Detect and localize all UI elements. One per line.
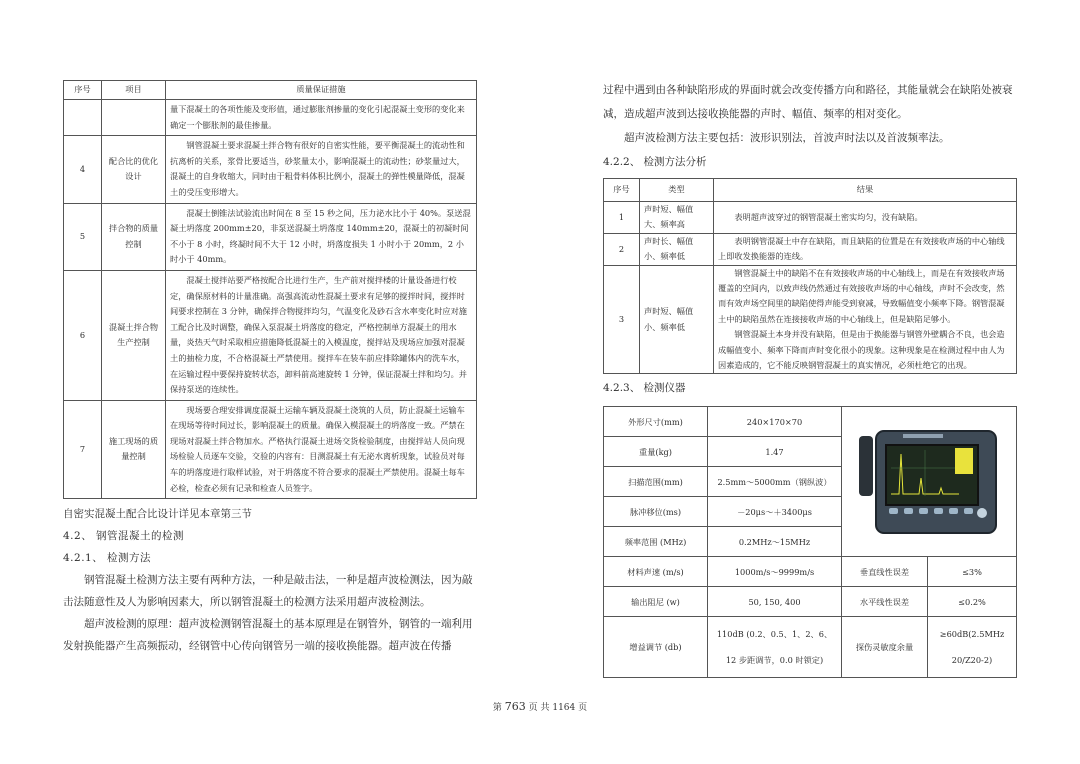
row-no: 6 [64, 270, 102, 400]
row-no: 1 [604, 202, 640, 234]
waveform-trace [889, 448, 961, 498]
row-no: 2 [604, 233, 640, 265]
row-measure: 混凝土倒锥法试验流出时间在 8 至 15 秒之间，压力泌水比小于 40%。泵送混凝土坍落度 200mm±20，非泵送混凝土坍落度 140mm±20，混凝土的初凝时间不小于 8 小时，终凝时间不大于 12 小时，坍落度损失 1 小时小于 20mm，2 小时小于 40mm。 [166, 203, 477, 270]
spec-value: －20μs～＋3400μs [708, 497, 842, 527]
table-row [604, 202, 1017, 234]
page-footer [0, 700, 1080, 713]
heading-4-2-3: 4.2.3、 检测仪器 [603, 382, 686, 395]
row-result: 表明钢管混凝土中存在缺陷，而且缺陷的位置是在有效接收声场的中心轴线上即收发换能器的连线。 [714, 233, 1017, 265]
row-item: 配合比的优化设计 [102, 136, 166, 203]
spec-value: 1.47 [708, 437, 842, 467]
ultrasonic-flaw-detector-image [859, 422, 999, 542]
table-row [64, 203, 477, 270]
device-image-cell [842, 407, 1017, 557]
spec-label-2: 探伤灵敏度余量 [842, 617, 928, 678]
header-result: 结果 [714, 179, 1017, 202]
device-label-strip [903, 434, 943, 438]
row-no [64, 100, 102, 136]
device-readout [955, 448, 973, 474]
row-result-part-a: 钢管混凝土中的缺陷不在有效接收声场的中心轴线上，而是在有效接收声场覆盖的空间内，以致声线仍然通过有效接收声场的中心轴线，声时不会改变，然而有效声场空间里的缺陷使得声能受到衰减，导致幅值变小频率下降。钢管混凝土中的缺陷虽然在连接接收声场的中心轴线上，但是缺陷足够小。 [718, 267, 1005, 324]
spec-label-2: 水平线性误差 [842, 587, 928, 617]
heading-4-2: 4.2、 钢管混凝土的检测 [63, 530, 185, 543]
spec-label: 扫描范围(mm) [604, 467, 708, 497]
header-no: 序号 [64, 81, 102, 100]
spec-value [708, 617, 842, 678]
spec-value-line-1: 110dB (0.2、0.5、1、2、6、 [716, 629, 833, 640]
left-column [63, 80, 477, 657]
current-page-number: 763 [504, 700, 526, 713]
spec-value: 2.5mm～5000mm（钢纵波） [708, 467, 842, 497]
row-result-part-b: 钢管混凝土本身并没有缺陷，但是由于换能器与钢管外壁耦合不良，也会造成幅值变小、频率下降而声时变化很小的现象。这种现象是在检测过程中由人为因素造成的，它不能反映钢管混凝土的真实情况，必须杜绝它的出现。 [718, 329, 1005, 371]
row-item: 施工现场的质量控制 [102, 400, 166, 499]
row-result: 表明超声波穿过的钢管混凝土密实均匀，没有缺陷。 [714, 202, 1017, 234]
device-knob [977, 508, 987, 518]
spec-value-2: ≤0.2% [928, 587, 1017, 617]
mix-design-note: 自密实混凝土配合比设计详见本章第三节 [63, 508, 252, 521]
spec-value-2-line-1: ≥60dB(2.5MHz [939, 629, 1005, 640]
right-column [603, 78, 1017, 678]
table-row [64, 400, 477, 499]
table-row [64, 136, 477, 203]
table-row [604, 617, 1017, 678]
row-no: 7 [64, 400, 102, 499]
instrument-spec-table [603, 406, 1017, 678]
spec-label: 重量(kg) [604, 437, 708, 467]
spec-value-2: ≤3% [928, 557, 1017, 587]
header-no: 序号 [604, 179, 640, 202]
spec-label: 外形尺寸(mm) [604, 407, 708, 437]
paragraph-principle: 超声波检测的原理：超声波检测钢管混凝土的基本原理是在钢管外，钢管的一端利用发射换能器产生高频振动，经钢管中心传向钢管另一端的接收换能器。超声波在传播 [63, 618, 473, 653]
spec-value-line-2: 12 步距调节，0.0 时锁定) [725, 655, 824, 666]
row-item [102, 100, 166, 136]
row-type: 声时短、幅值小、频率低 [640, 265, 714, 374]
table-row [604, 557, 1017, 587]
paragraph-continued: 过程中遇到由各种缺陷形成的界面时就会改变传播方向和路径，其能量就会在缺陷处被衰减，造成超声波到达接收换能器的声时、幅值、频率的相对变化。 [603, 84, 1013, 120]
table-header-row [64, 81, 477, 100]
spec-label-2: 垂直线性误差 [842, 557, 928, 587]
row-item: 混凝土拌合物生产控制 [102, 270, 166, 400]
table-row [604, 587, 1017, 617]
table-row [604, 407, 1017, 437]
table-header-row [604, 179, 1017, 202]
heading-4-2-1: 4.2.1、 检测方法 [63, 552, 152, 565]
row-result [714, 265, 1017, 374]
row-measure: 现场要合理安排调度混凝土运输车辆及混凝土浇筑的人员，防止混凝土运输车在现场等待时间过长，影响混凝土的质量。确保入模混凝土的坍落度一致。严禁在现场对混凝土拌合物加水。严格执行混凝土进场交货检验制度，由搅拌站人员向现场检验人员逐车交验，交验的内容有：目测混凝土有无泌水离析现象，试验员对每车的坍落度进行取样试验，对于坍落度不符合要求的混凝土严禁使用。混凝土每车必检，检查必须有记录和检查人员签字。 [166, 400, 477, 499]
row-type: 声时长、幅值小、频率低 [640, 233, 714, 265]
footer-suffix: 页 [578, 703, 588, 713]
spec-label: 频率范围 (MHz) [604, 527, 708, 557]
row-item: 拌合物的质量控制 [102, 203, 166, 270]
row-no: 5 [64, 203, 102, 270]
device-buttons [889, 508, 973, 516]
spec-label: 脉冲移位(ms) [604, 497, 708, 527]
spec-label: 材料声速 (m/s) [604, 557, 708, 587]
footer-prefix: 第 [492, 703, 502, 713]
analysis-results-table [603, 178, 1017, 374]
row-type: 声时短、幅值大、频率高 [640, 202, 714, 234]
table-row [604, 265, 1017, 374]
spec-label: 输出阻尼 (w) [604, 587, 708, 617]
spec-label: 增益调节 (db) [604, 617, 708, 678]
heading-4-2-2: 4.2.2、 检测方法分析 [603, 156, 707, 168]
spec-value-2 [928, 617, 1017, 678]
spec-value-2-line-2: 20/Z20-2) [951, 655, 993, 666]
header-item: 项目 [102, 81, 166, 100]
spec-value: 50, 150, 400 [708, 587, 842, 617]
header-measure: 质量保证措施 [166, 81, 477, 100]
row-measure: 混凝土搅拌站要严格按配合比进行生产，生产前对搅拌楼的计量设备进行校定，确保原材料的计量准确。高强高流动性混凝土要求有足够的搅拌时间，搅拌时间要求控制在 3 分钟，确保拌合物搅拌均匀，气温变化及砂石含水率变化时应对施工配合比及时调整，确保入泵混凝土坍落度的稳定，严格控制单方混凝土的用水量，炎热天气时采取相应措施降低混凝土的入模温度，搅拌站及现场应加强对混凝土的抽检力度，不合格混凝土严禁使用。搅拌车在装车前应排除罐体内的洗车水，在运输过程中要保持旋转状态，卸料前高速旋转 1 分钟，保证混凝土拌和均匀。并保持泵送的连续性。 [166, 270, 477, 400]
footer-middle: 页 共 [528, 703, 550, 713]
paragraph-methods: 钢管混凝土检测方法主要有两种方法，一种是敲击法，一种是超声波检测法，因为敲击法随意性及人为影响因素大，所以钢管混凝土的检测方法采用超声波检测法。 [63, 574, 473, 609]
table-row [64, 270, 477, 400]
device-handle [859, 436, 873, 496]
row-measure: 钢管混凝土要求混凝土拌合物有很好的自密实性能，要平衡混凝土的流动性和抗离析的关系，浆骨比要适当，砂浆量太小，影响混凝土的流动性；砂浆量过大，混凝土的自身收缩大，同时由于粗骨料体积比例小，混凝土的弹性模量降低，混凝土的受压变形增大。 [166, 136, 477, 203]
spec-value: 1000m/s～9999m/s [708, 557, 842, 587]
quality-measures-table [63, 80, 477, 499]
spec-value: 240×170×70 [708, 407, 842, 437]
paragraph-detection-methods: 超声波检测方法主要包括：波形识别法，首波声时法以及首波频率法。 [624, 132, 950, 144]
spec-value: 0.2MHz～15MHz [708, 527, 842, 557]
total-pages: 1164 [552, 703, 576, 713]
row-no: 4 [64, 136, 102, 203]
header-type: 类型 [640, 179, 714, 202]
row-no: 3 [604, 265, 640, 374]
row-measure: 量下混凝土的各项性能及变形值，通过膨胀剂掺量的变化引起混凝土变形的变化来确定一个膨胀剂的最佳掺量。 [166, 100, 477, 136]
table-row [64, 100, 477, 136]
table-row [604, 233, 1017, 265]
